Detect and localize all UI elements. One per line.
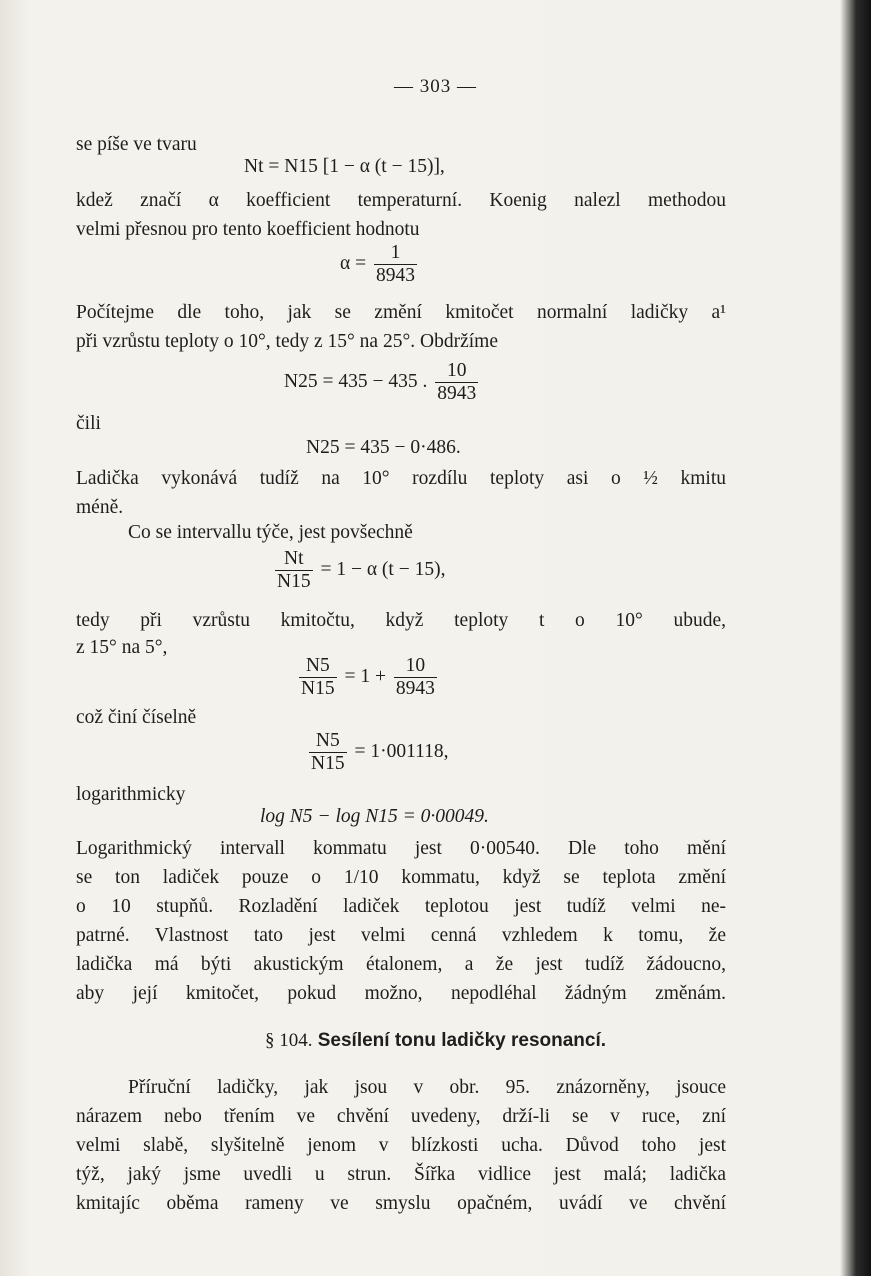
text-line: týž, jaký jsme uvedli u strun. Šířka vidlice jest malá; ladička <box>76 1164 726 1185</box>
text-line: Ladička vykonává tudíž na 10° rozdílu teploty asi o ½ kmitu <box>76 468 726 489</box>
text-line: čili <box>76 413 101 434</box>
text-line: kdež značí α koefficient temperaturní. Koenig nalezl methodou <box>76 190 726 211</box>
equation-n25 <box>284 360 481 405</box>
text-line: nárazem nebo třením ve chvění uvedeny, drží-li se v ruce, zní <box>76 1106 726 1127</box>
denominator: N15 <box>311 753 345 774</box>
text-line: se ton ladiček pouze o 1/10 kommatu, když se teplota změní <box>76 867 726 888</box>
denominator: N15 <box>301 678 335 699</box>
equation-log: log N5 − log N15 = 0·00049. <box>260 806 489 827</box>
paragraph-kommatu <box>76 834 726 1008</box>
equation-lhs: α = <box>340 252 367 274</box>
text-line: Příruční ladičky, jak jsou v obr. 95. znázorněny, jsouce <box>128 1077 726 1098</box>
text-line: méně. <box>76 497 124 518</box>
fraction <box>435 360 478 405</box>
text-line: Logarithmický intervall kommatu jest 0·00540. Dle toho mění <box>76 838 726 859</box>
text-line: velmi přesnou pro tento koefficient hodnotu <box>76 219 420 240</box>
text-line: při vzrůstu teploty o 10°, tedy z 15° na 25°. Obdržíme <box>76 331 498 352</box>
denominator: 8943 <box>437 383 477 404</box>
page-number: — 303 — <box>394 76 477 97</box>
text-line: Počítejme dle toho, jak se změní kmitočet normalní ladičky a¹ <box>76 302 726 323</box>
section-title: Sesílení tonu ladičky resonancí. <box>317 1030 607 1051</box>
denominator: 8943 <box>395 678 435 699</box>
equation-lhs: N25 = 435 − 435 . <box>284 370 428 392</box>
numerator: 10 <box>394 655 437 678</box>
equation-alpha <box>340 242 420 287</box>
numerator: Nt <box>275 548 313 571</box>
equation-mid: = 1 + <box>344 665 386 687</box>
text-line: se píše ve tvaru <box>76 134 197 155</box>
fraction <box>309 730 347 775</box>
denominator: 8943 <box>375 265 415 286</box>
numerator: N5 <box>299 655 337 678</box>
text-line: velmi slabě, slyšitelně jenom v blízkosti ucha. Důvod toho jest <box>76 1135 726 1156</box>
text-line: ladička má býti akustickým étalonem, a že jest tudíž žádoucno, <box>76 954 726 975</box>
equation-temperature: Nt = N15 [1 − α (t − 15)], <box>244 156 445 177</box>
text-line: o 10 stupňů. Rozladění ladiček teplotou jest tudíž velmi ne- <box>76 896 726 917</box>
equation-interval <box>272 548 445 593</box>
fraction <box>374 242 417 287</box>
fraction <box>275 548 313 593</box>
text-line: aby její kmitočet, pokud možno, nepodléhal žádným změnám. <box>76 983 726 1004</box>
text-line: kmitajíc oběma rameny ve smyslu opačném, uvádí ve chvění <box>76 1193 726 1214</box>
section-heading <box>0 1030 871 1052</box>
text-line: což činí číselně <box>76 707 197 728</box>
denominator: N15 <box>277 571 311 592</box>
numerator: N5 <box>309 730 347 753</box>
text-line: logarithmicky <box>76 784 186 805</box>
fraction <box>394 655 437 700</box>
section-number: § 104. <box>264 1030 313 1051</box>
fraction <box>299 655 337 700</box>
equation-rhs: = 1 − α (t − 15), <box>320 558 446 580</box>
paragraph-resonance <box>76 1073 726 1218</box>
text-line: tedy při vzrůstu kmitočtu, když teploty t o 10° ubude, <box>76 610 726 631</box>
equation-n5-ratio <box>296 655 440 700</box>
text-line: Co se intervallu týče, jest povšechně <box>128 522 413 543</box>
text-line: patrné. Vlastnost tato jest velmi cenná vzhledem k tomu, že <box>76 925 726 946</box>
text-line: z 15° na 5°, <box>76 637 168 658</box>
equation-rhs: = 1·001118, <box>354 740 449 762</box>
numerator: 1 <box>374 242 417 265</box>
equation-numeric <box>306 730 449 775</box>
equation-n25-result: N25 = 435 − 0·486. <box>306 437 461 458</box>
numerator: 10 <box>435 360 478 383</box>
